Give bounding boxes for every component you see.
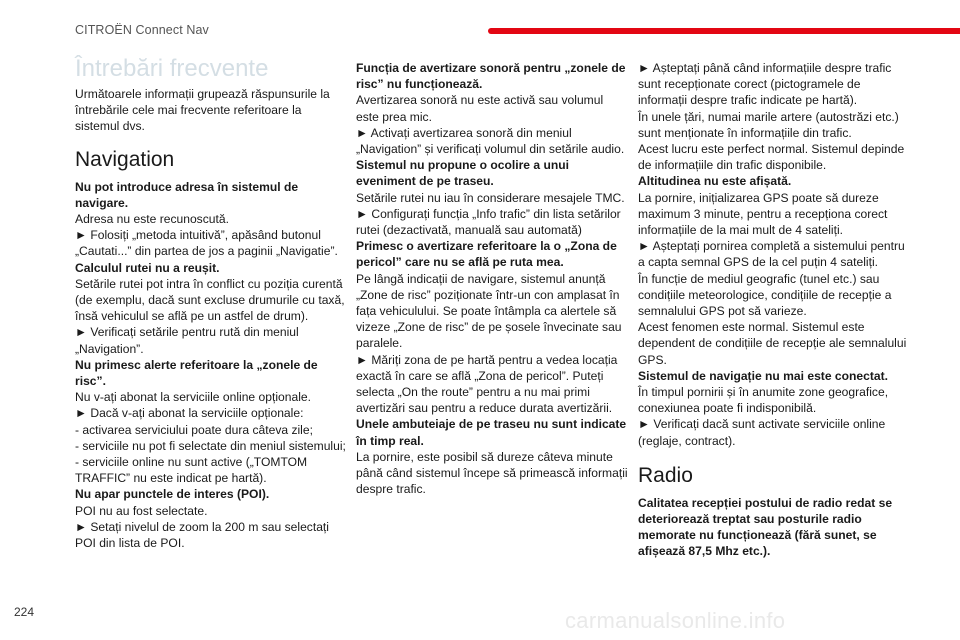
page-title: Întrebări frecvente — [75, 55, 269, 82]
faq-question: Primesc o avertizare referitoare la o „Zona de pericol” care nu se află pe ruta mea. — [356, 239, 617, 270]
faq-question: Sistemul de navigație nu mai este conectat. — [638, 368, 889, 383]
faq-answer-line: ► Configurați funcția „Info trafic” din lista setărilor rutei (dezactivată, manuală sau automată) — [356, 206, 621, 238]
faq-answer-line: ► Setați nivelul de zoom la 200 m sau selectați POI din lista de POI. — [75, 519, 329, 551]
faq-answer-line: - serviciile nu pot fi selectate din meniul sistemului; — [75, 438, 346, 453]
faq-answer-line: ► Verificați dacă sunt activate serviciile online (reglaje, contract). — [638, 417, 886, 448]
faq-answer-line: La pornire, inițializarea GPS poate să dureze maximum 3 minute, pentru a recepționa corect informațiile de la mai mult de 4 sateliți. — [638, 190, 888, 238]
running-header: CITROËN Connect Nav — [75, 23, 209, 37]
faq-answer-line: Adresa nu este recunoscută. — [75, 212, 229, 227]
faq-question: Unele ambuteiaje de pe traseu nu sunt indicate în timp real. — [356, 417, 627, 448]
faq-answer-line: În timpul pornirii și în anumite zone geografice, conexiunea poate fi indisponibilă. — [638, 385, 889, 416]
faq-answer-line: ► Verificați setările pentru rută din meniul „Navigation”. — [75, 325, 299, 356]
faq-answer-line: Setările rutei pot intra în conflict cu poziția curentă (de exemplu, dacă sunt excluse drumurile cu taxă, însă vehiculul se află pe un astfel de drum). — [75, 276, 345, 324]
faq-answer-line: Avertizarea sonoră nu este activă sau volumul este prea mic. — [356, 93, 604, 124]
header-accent-bar — [488, 28, 960, 34]
faq-answer-line: Acest lucru este perfect normal. Sistemul depinde de informațiile din trafic disponibile. — [638, 142, 905, 173]
faq-question: Nu primesc alerte referitoare la „zonele de risc”. — [75, 357, 318, 389]
faq-list — [356, 60, 628, 497]
column-2 — [356, 60, 628, 497]
faq-answer-line: În unele țări, numai marile artere (autostrăzi etc.) sunt menționate în informațiile din trafic. — [638, 109, 899, 140]
faq-answer-line: Pe lângă indicații de navigare, sistemul anunță „Zone de risc” poziționate într-un con amplasat în fața vehiculului. Se poate întâmpla ca alertele să vizeze „Zone de risc” de pe șosele învecinate sau paralele. — [356, 271, 622, 351]
faq-answer-line: La pornire, este posibil să dureze câteva minute până când sistemul începe să primească informații despre trafic. — [356, 449, 628, 497]
faq-question: Altitudinea nu este afișată. — [638, 174, 792, 189]
watermark-text: carmanualsonline.info — [565, 608, 786, 633]
faq-answer-line: Nu v-ați abonat la serviciile online opționale. — [75, 390, 311, 405]
faq-answer-line: În funcție de mediul geografic (tunel etc.) sau condițiile meteorologice, condițiile de recepție a semnalului GPS pot să varieze. — [638, 271, 892, 319]
faq-question: Funcția de avertizare sonoră pentru „zonele de risc” nu funcționează. — [356, 61, 626, 92]
faq-answer-line: POI nu au fost selectate. — [75, 503, 208, 518]
faq-answer-line: ► Dacă v-ați abonat la serviciile opționale: — [75, 406, 304, 421]
faq-answer-line: - activarea serviciului poate dura câteva zile; — [75, 422, 313, 437]
page-number: 224 — [14, 605, 35, 619]
faq-question: Calculul rutei nu a reușit. — [75, 260, 220, 275]
faq-answer-line: Acest fenomen este normal. Sistemul este dependent de condițiile de recepție ale semnalului GPS. — [638, 320, 907, 367]
faq-answer-line: Setările rutei nu iau în considerare mesajele TMC. — [356, 190, 625, 205]
faq-answer-line: ► Așteptați pornirea completă a sistemului pentru a capta semnal GPS de la cel puțin 4 sateliți. — [638, 239, 905, 270]
faq-list — [638, 495, 910, 560]
column-3 — [638, 60, 910, 560]
faq-answer-line: ► Folosiți „metoda intuitivă”, apăsând butonul „Cautati...” din partea de jos a paginii „Navigatie”. — [75, 228, 338, 259]
section-heading-navigation: Navigation — [75, 147, 175, 171]
faq-list — [638, 60, 910, 449]
faq-question: Sistemul nu propune o ocolire a unui eveniment de pe traseu. — [356, 158, 569, 189]
faq-question: Nu apar punctele de interes (POI). — [75, 487, 270, 502]
faq-question: Calitatea recepției postului de radio redat se deteriorează treptat sau posturile radio memorate nu funcționează (fără sunet, se afișează 87,5 Mhz etc.). — [638, 495, 893, 559]
section-heading-radio: Radio — [638, 463, 693, 487]
faq-question: Nu pot introduce adresa în sistemul de navigare. — [75, 179, 299, 210]
column-1 — [75, 55, 347, 551]
intro-paragraph: Următoarele informații grupează răspunsurile la întrebările cele mai frecvente referitoare la sistemul dvs. — [75, 87, 330, 134]
faq-answer-line: ► Activați avertizarea sonoră din meniul „Navigation” și verificați volumul din setările audio. — [356, 125, 625, 157]
faq-answer-line: ► Măriți zona de pe hartă pentru a vedea locația exactă în care se află „Zona de pericol”. Puteți selecta „On the route” pentru a nu mai primi avertizări sau pentru a reduce durata avertizării. — [356, 352, 618, 416]
faq-list — [75, 179, 347, 552]
faq-answer-line: - serviciile online nu sunt active („TOMTOM TRAFFIC” nu este indicat pe hartă). — [75, 455, 308, 486]
faq-answer-line: ► Așteptați până când informațiile despre trafic sunt recepționate corect (pictogramele de informații despre trafic indicate pe hartă). — [638, 61, 892, 108]
